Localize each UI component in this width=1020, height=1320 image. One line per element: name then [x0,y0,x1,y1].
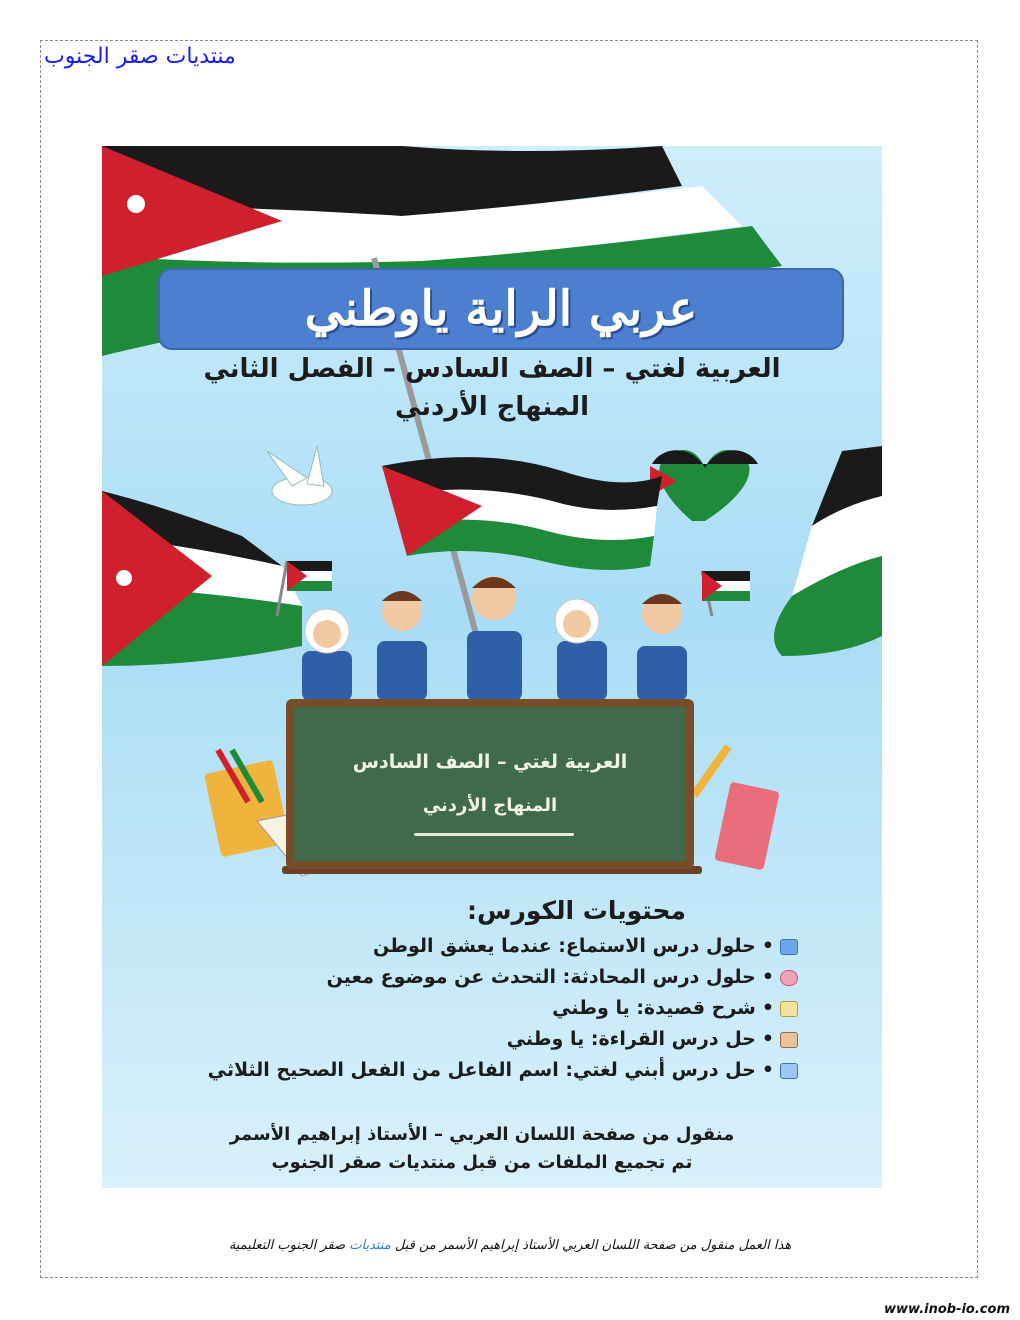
list-item-text: حل درس القراءة: يا وطني [506,1028,756,1050]
list-item [198,1055,798,1086]
poster-subtitle-line1: العربية لغتي – الصف السادس – الفصل الثاني [203,354,781,384]
list-item [198,931,798,962]
chat-icon [780,970,798,986]
list-item-text: حل درس أبني لغتي: اسم الفاعل من الفعل الصحيح الثلاثي [207,1059,756,1081]
list-item [198,1024,798,1055]
board-underline [414,833,574,836]
jordan-flag-right [774,446,882,656]
children-illustration [302,576,687,701]
list-item-text: حلول درس المحادثة: التحدث عن موضوع معين [326,966,756,988]
chalkboard [286,699,694,869]
board-line2: المنهاج الأردني [422,795,558,816]
dove-icon [267,446,332,505]
heart-flag-icon [650,450,758,521]
bullet: • [761,966,774,988]
course-poster [102,146,882,1188]
contents-title: محتويات الكورس: [466,896,686,925]
site-header[interactable]: منتديات صقر الجنوب [44,44,236,69]
list-item-text: شرح قصيدة: يا وطني [552,997,756,1019]
credit-line2: تم تجميع الملفات من قبل منتديات صقر الجنوب [271,1152,693,1173]
bullet: • [761,935,774,957]
board-line1: العربية لغتي – الصف السادس [352,751,628,773]
contents-list [198,931,798,1086]
screen-icon [780,939,798,955]
bullet: • [761,997,774,1019]
credit-line1: منقول من صفحة اللسان العربي – الأستاذ إبراهيم الأسمر [229,1124,735,1145]
footer-note-text: هذا العمل منقول من صفحة اللسان العربي الأستاذ إبراهيم الأسمر من قبل [390,1238,792,1253]
list-item-text: حلول درس الاستماع: عندما يعشق الوطن [372,935,756,957]
jordan-flag-left [102,491,302,666]
bullet: • [761,1059,774,1081]
title-banner [158,268,844,350]
poster-title: عربي الراية ياوطني [304,281,698,337]
site-url[interactable]: www.inob-io.com [884,1302,1010,1317]
poster-subtitle-line2: المنهاج الأردني [394,392,590,422]
course-contents [198,896,798,1086]
list-item [198,993,798,1024]
footer-forum-link[interactable]: منتديات [349,1238,391,1253]
footer-note-end: صقر الجنوب التعليمية [228,1238,350,1253]
list-item [198,962,798,993]
footer-note [150,1238,870,1253]
notepad-icon [780,1001,798,1017]
pencil-icon [780,1063,798,1079]
book-icon [780,1032,798,1048]
bullet: • [761,1028,774,1050]
